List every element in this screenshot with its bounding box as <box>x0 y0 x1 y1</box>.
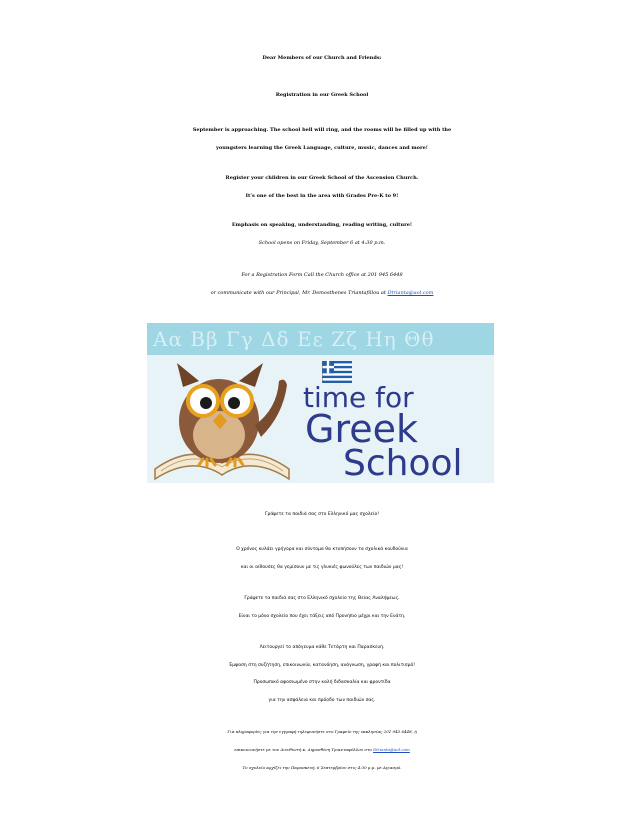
greek-info-paragraph: Για πληροφορίες για την εγγραφή τηλεφωνήστε στο Γραφείο της εκκλησίας 201 945 6448, ή επικοινωνήστε με τον Διευθυντή κ. Δημοσθένη Τριανταφύλλου στο Dtrianta@aol.com Το σχολείο αρχίζει την Παρασκευή, 6 Σεπτεμβρίου στις 4:30 μ.μ. με Αγιασμό. <box>227 729 417 770</box>
intro-paragraph: September is approaching. The school bell will ring, and the rooms will be filled up with the youngsters learning the Greek Language, culture, music, dances and more! <box>192 127 452 151</box>
greek-school-banner <box>147 323 494 483</box>
contact-paragraph: For a Registration Form Call the Church office at 201 945 6448 or communicate with our Principal, Mr. Demosthenes Triantafillou at Dtrianta@aol.com <box>210 272 434 296</box>
banner-line-time-for: time for <box>303 381 414 414</box>
banner-line-school: School <box>343 443 463 483</box>
salutation: Dear Members of our Church and Friends: <box>262 55 382 61</box>
greek-alphabet-strip: Αα Ββ Γγ Δδ Εε Ζζ Ηη Θθ <box>147 323 494 355</box>
greek-paragraph-3: Λειτουργεί το απόγευμα κάθε Τετάρτη και Παρασκευή. Έμφαση στη συζήτηση, επικοινωνία, κατανόηση, ανάγνωση, γραφή και πολιτισμό! Προσωπικό αφοσιωμένο στην καλή διδασκαλία και φροντίδα για την ασφάλεια και πρόοδο των παιδιών σας. <box>228 645 416 703</box>
principal-email-link[interactable]: Dtrianta@aol.com <box>387 290 434 296</box>
registration-heading: Registration in our Greek School <box>275 92 369 98</box>
emphasis-paragraph: Emphasis on speaking, understanding, reading writing, culture! School opens on Friday, September 6 at 4:30 p.m. <box>0 216 644 252</box>
register-paragraph: Register your children in our Greek School of the Ascension Church. It’s one of the best in the area with Grades Pre-K to 9! <box>225 175 419 199</box>
greek-paragraph-1: Ο χρόνος κυλάει γρήγορα και σύντομα θα κτυπήσουν τα σχολικά κουδούνια και οι αίθουσες θα γεμίσουν με τις γλυκιές φωνούλες των παιδιών μας! <box>236 547 408 570</box>
greek-paragraph-2: Γράψετε τα παιδιά σας στο Ελληνικό σχολείο της Θείας Αναλήψεως. Είναι το μόνο σχολείο που έχει τάξεις από Προνήπιο μέχρι και την Ενάτη. <box>238 596 406 619</box>
greek-flag-icon <box>322 361 352 383</box>
owl-reading-icon <box>147 351 297 483</box>
greek-principal-email-link[interactable]: Dtrianta@aol.com <box>373 747 410 752</box>
school-opens-text: School opens on Friday, September 6 at 4:30 p.m. <box>258 240 386 246</box>
greek-heading: Γράψετε τα παιδιά σας στο Ελληνικό μας σχολείο! <box>264 512 380 517</box>
banner-line-greek: Greek <box>305 407 418 451</box>
